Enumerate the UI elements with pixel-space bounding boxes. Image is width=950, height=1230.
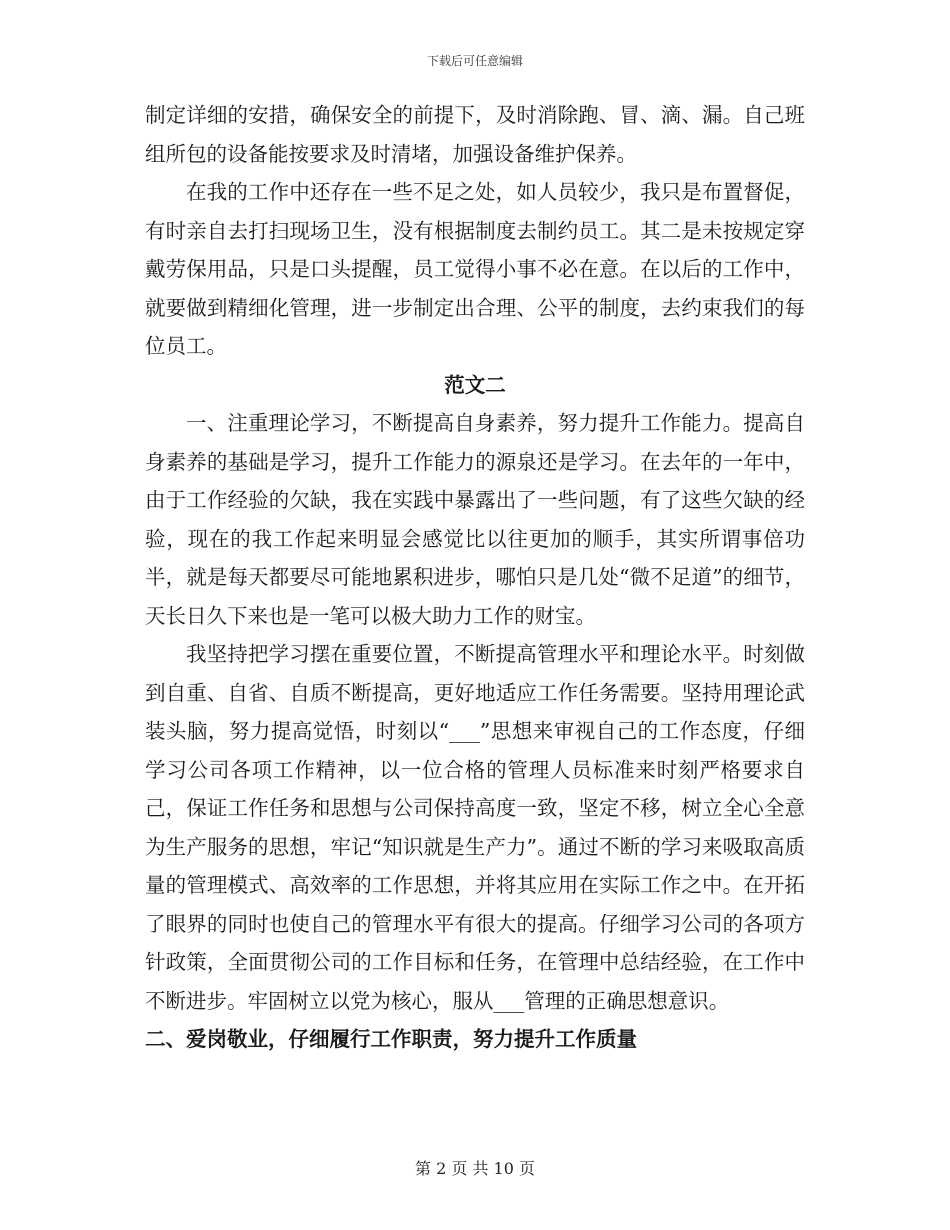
paragraph-continued: 制定详细的安措，确保安全的前提下，及时消除跑、冒、滴、漏。自己班组所包的设备能按要求及时清堵，加强设备维护保养。 [145,103,805,166]
subheading-two: 二、爱岗敬业，仔细履行工作职责，努力提升工作质量 [145,1027,637,1051]
paragraph-theory-study: 一、注重理论学习，不断提高自身素养，努力提升工作能力。提高自身素养的基础是学习，提升工作能力的源泉还是学习。在去年的一年中，由于工作经验的欠缺，我在实践中暴露出了一些问题，有了这些欠缺的经验，现在的我工作起来明显会感觉比以往更加的顺手，其实所谓事倍功半，就是每天都要尽可能地累积进步，哪怕只是几处“微不足道”的细节，天长日久下来也是一笔可以极大助力工作的财宝。 [145,411,805,628]
paragraph-learning-priority: 我坚持把学习摆在重要位置，不断提高管理水平和理论水平。时刻做到自重、自省、自质不断提高，更好地适应工作任务需要。坚持用理论武装头脑，努力提高觉悟，时刻以“___”思想来审视自己的工作态度，仔细学习公司各项工作精神，以一位合格的管理人员标准来时刻严格要求自己，保证工作任务和思想与公司保持高度一致，坚定不移，树立全心全意为生产服务的思想，牢记“知识就是生产力”。通过不断的学习来吸取高质量的管理模式、高效率的工作思想，并将其应用在实际工作之中。在开拓了眼界的同时也使自己的管理水平有很大的提高。仔细学习公司的各项方针政策，全面贯彻公司的工作目标和任务，在管理中总结经验，在工作中不断进步。牢固树立以党为核心，服从___管理的正确思想意识。 [145,642,805,1013]
page-header-note: 下载后可任意编辑 [426,54,523,68]
document-body [145,96,805,1059]
page-number: 第 2 页 共 10 页 [415,1159,535,1178]
paragraph-shortcomings: 在我的工作中还存在一些不足之处，如人员较少，我只是布置督促，有时亲自去打扫现场卫生，没有根据制度去制约员工。其二是未按规定穿戴劳保用品，只是口头提醒，员工觉得小事不必在意。在以后的工作中，就要做到精细化管理，进一步制定出合理、公平的制度，去约束我们的每位员工。 [145,180,805,358]
section-title: 范文二 [444,372,506,397]
